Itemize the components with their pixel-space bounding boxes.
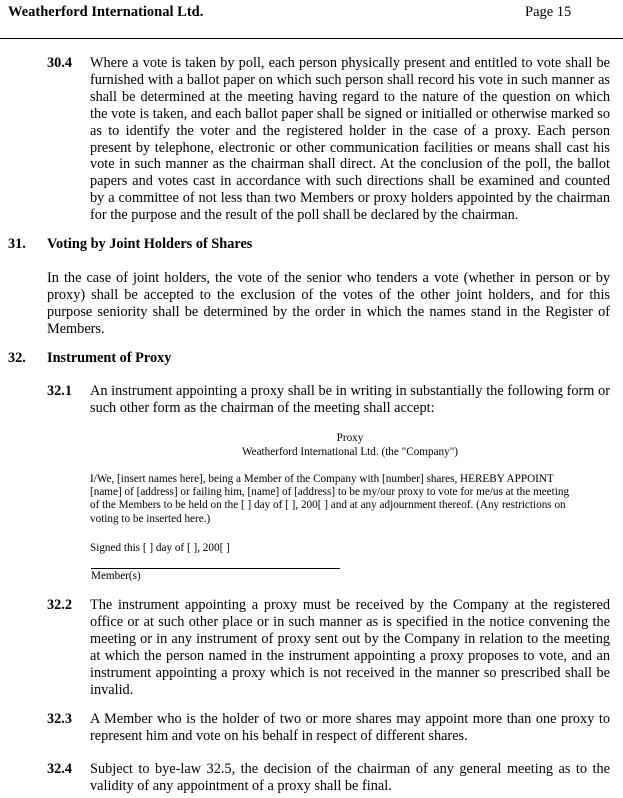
section-31-text: In the case of joint holders, the vote of the senior who tenders a vote (whether in person or by proxy) shall be accepted to the exclusion of the votes of the other joint holders, and for this purpose seniority shall be determined by the order in which the names stand in the Register of Members.: [47, 270, 610, 337]
signature-line: [91, 568, 340, 569]
proxy-form-title: Proxy: [336, 432, 364, 444]
clause-32-1-text: An instrument appointing a proxy shall be in writing in substantially the following form or such other form as the chairman of the meeting shall accept:: [90, 383, 610, 416]
clause-32-4-number: 32.4: [47, 761, 73, 777]
proxy-form-member-label: Member(s): [91, 570, 141, 582]
proxy-form-company: Weatherford International Ltd. (the "Company"): [241, 446, 459, 458]
clause-32-3-number: 32.3: [47, 711, 73, 727]
clause-30-4-number: 30.4: [47, 55, 73, 71]
proxy-form-body: I/We, [insert names here], being a Member of the Company with [number] shares, HEREBY APPOINT [name] of [address] or failing him, [name] of [address] to be my/our proxy to vote for me/us at the meeting of the Members to be held on the [ ] day of [ ], 200[ ] and at any adjournment thereof. (Any restrictions on voting to be inserted here.): [90, 473, 570, 525]
clause-32-2-number: 32.2: [47, 597, 73, 613]
section-31-heading: Voting by Joint Holders of Shares: [47, 236, 253, 252]
clause-32-3-text: A Member who is the holder of two or more shares may appoint more than one proxy to represent him and vote on his behalf in respect of different shares.: [90, 711, 610, 744]
proxy-form-signed-line: Signed this [ ] day of [ ], 200[ ]: [90, 542, 230, 554]
header-divider: [0, 38, 623, 39]
clause-30-4-text: Where a vote is taken by poll, each person physically present and entitled to vote shall be furnished with a ballot paper on which such person shall record his vote in such manner as shall be determined at the meeting having regard to the nature of the question on which the vote is taken, and each ballot paper shall be signed or initialled or otherwise marked so as to identify the voter and the registered holder in the case of a proxy. Each person present by telephone, electronic or other communication facilities or means shall cast his vote in such manner as the chairman shall direct. At the conclusion of the poll, the ballot papers and votes cast in accordance with such directions shall be examined and counted by a committee of not less than two Members or proxy holders appointed by the chairman for the purpose and the result of the poll shall be declared by the chairman.: [90, 55, 610, 224]
section-31-number: 31.: [8, 236, 26, 252]
header-company-name: Weatherford International Ltd.: [8, 4, 204, 20]
clause-32-1-number: 32.1: [47, 383, 73, 399]
section-32-number: 32.: [8, 350, 26, 366]
header-page-number: Page 15: [525, 4, 572, 20]
section-32-heading: Instrument of Proxy: [47, 350, 172, 366]
clause-32-4-text: Subject to bye-law 32.5, the decision of the chairman of any general meeting as to the validity of any appointment of a proxy shall be final.: [90, 761, 610, 794]
clause-32-2-text: The instrument appointing a proxy must be received by the Company at the registered office or at such other place or in such manner as is specified in the notice convening the meeting or in any instrument of proxy sent out by the Company in relation to the meeting at which the person named in the instrument appointing a proxy proposes to vote, and an instrument appointing a proxy which is not received in the manner so prescribed shall be invalid.: [90, 597, 610, 698]
